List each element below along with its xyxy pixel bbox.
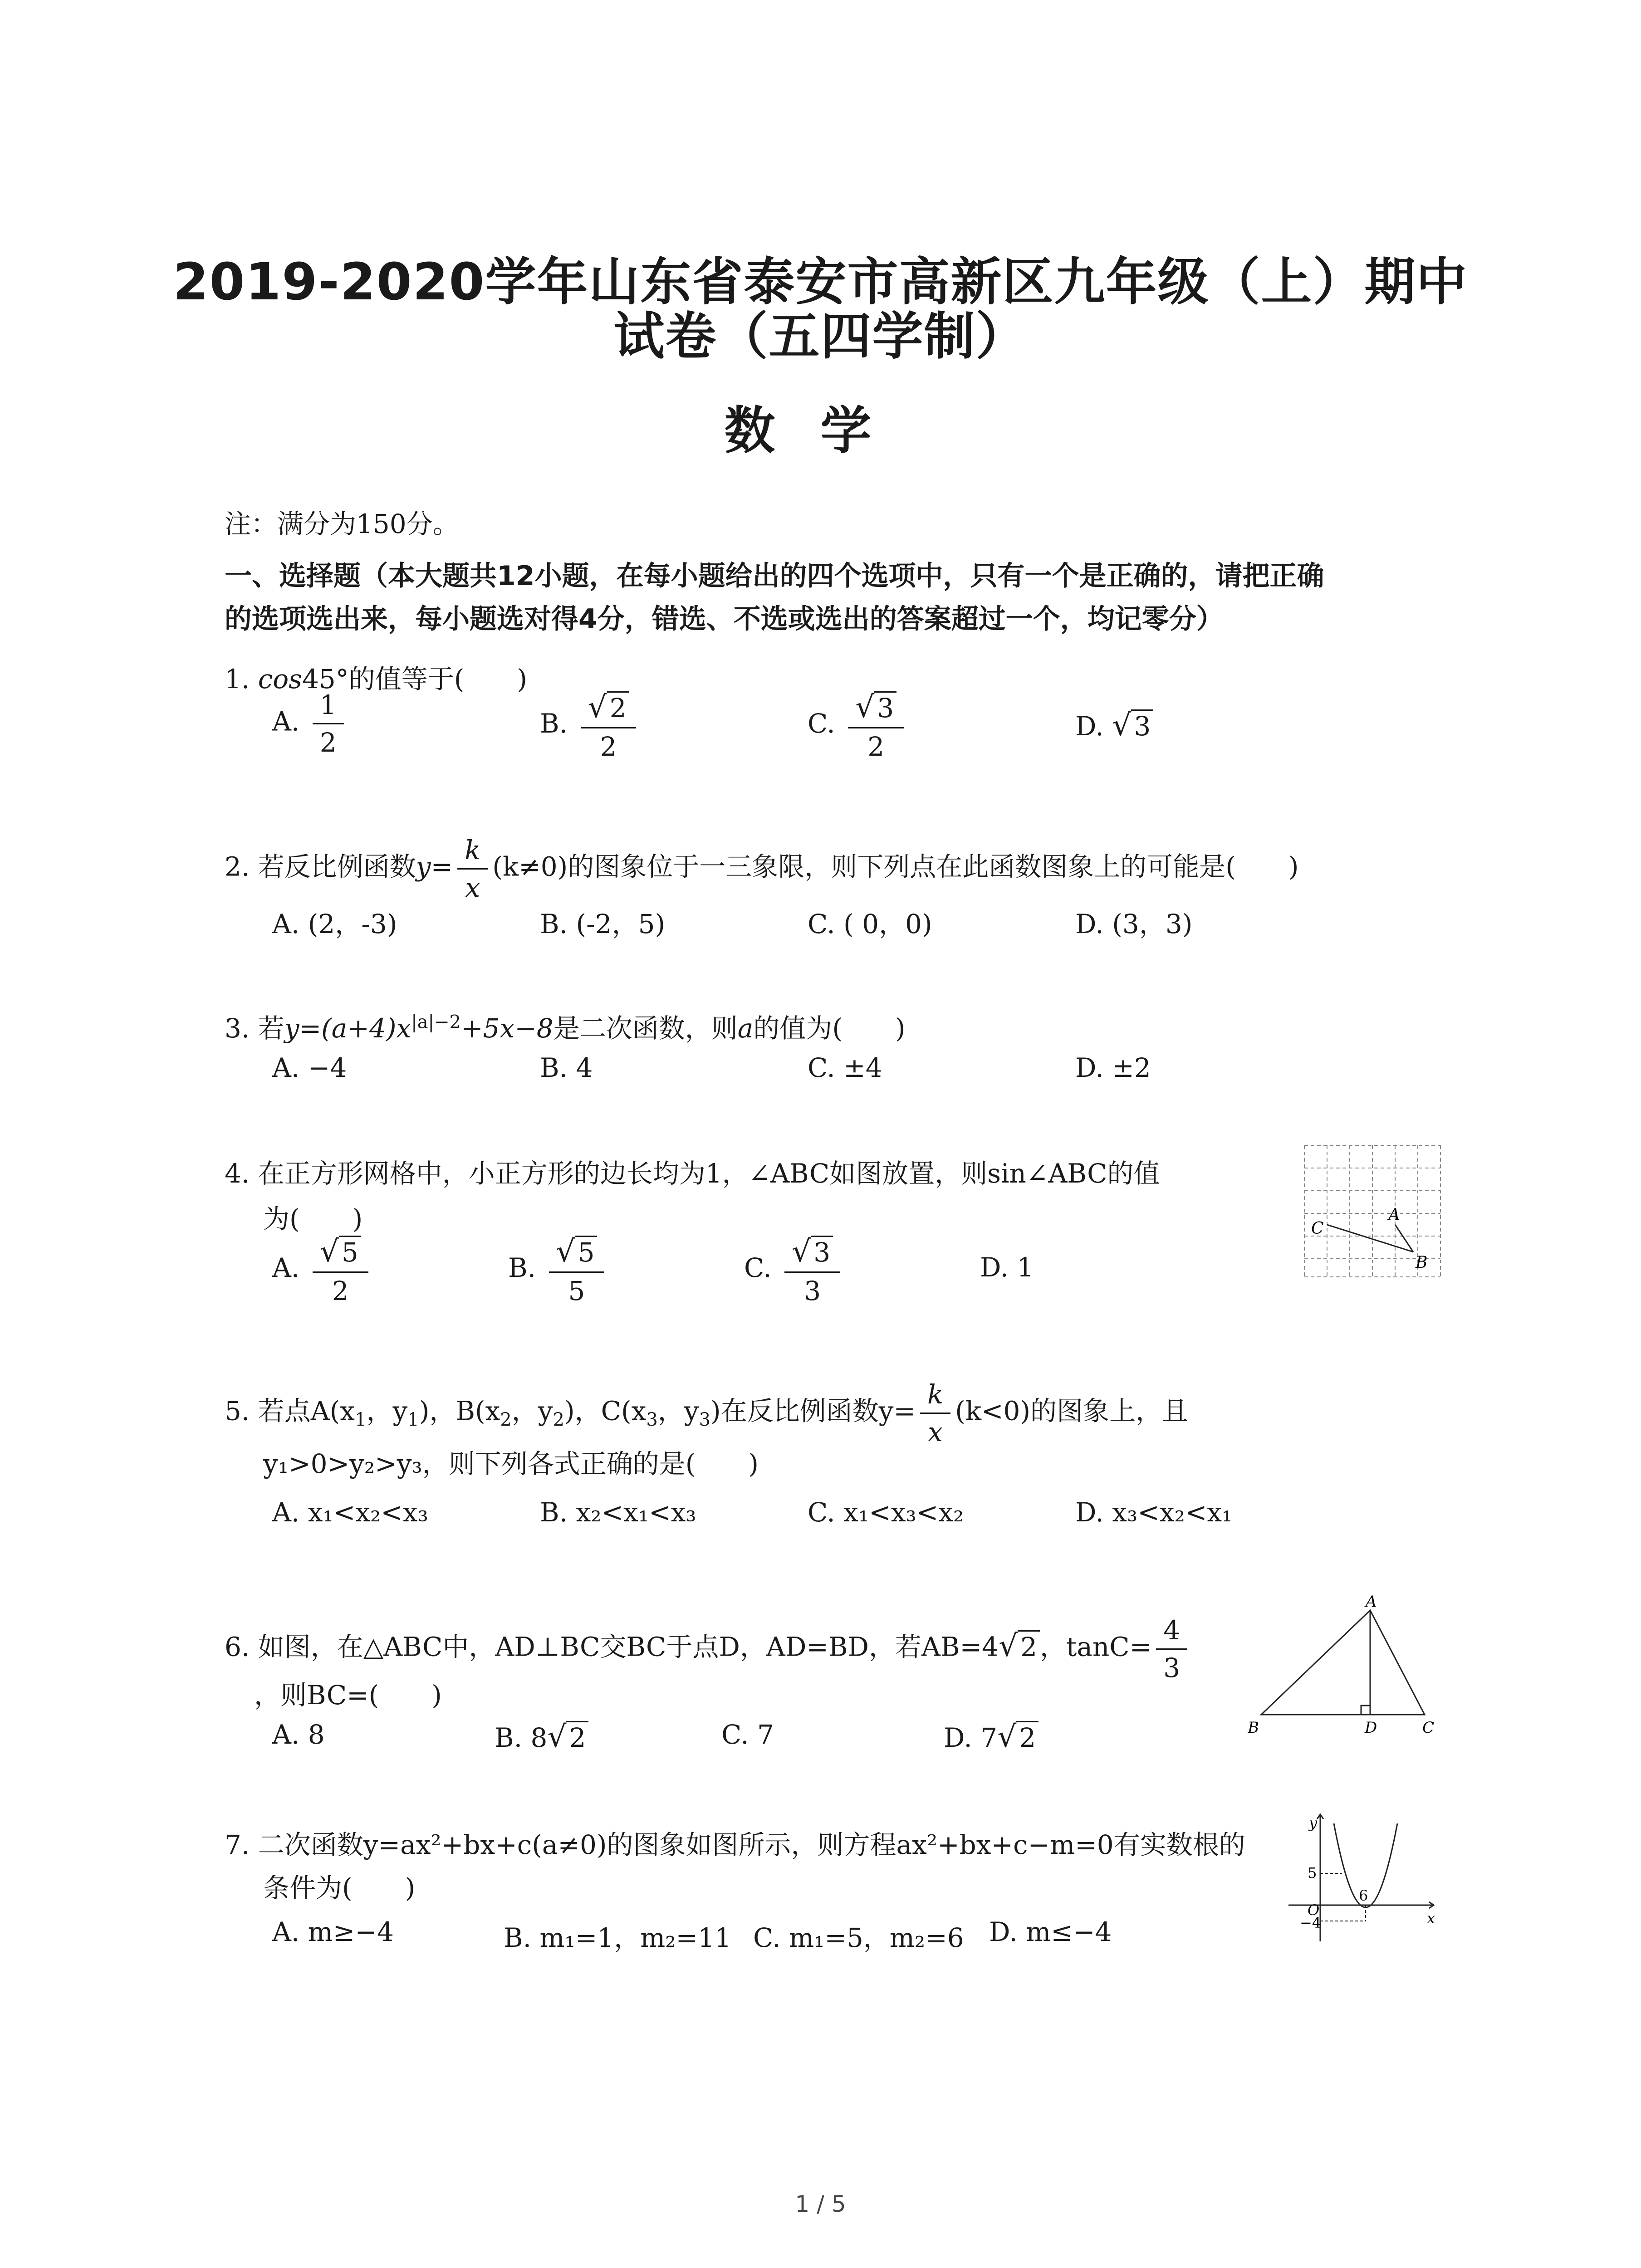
question-5: 5. 若点$A(x_1$，$y_1$)，$B(x_2$，$y_2$)，$C(x_3$，$y_3$)在反比例函数y= $\frac{k}{x}$ (k<0)的图象上，且 [225,1379,1189,1447]
question-4-line2: 为( ) [263,1203,363,1234]
q3-option-d[interactable]: D. ±2 [1075,1052,1151,1083]
q1-option-c[interactable]: C. $\frac{√ 3}{2}$ [808,689,908,762]
question-6-line2: ，则BC=( ) [254,1680,442,1711]
q6-triangle-figure [1248,1592,1438,1742]
fraction: $\frac{k}{x}$ [920,1379,950,1447]
fraction: $\frac{1}{2}$ [313,689,344,758]
label-y: y [1309,1814,1318,1832]
triangle-abc [1261,1610,1425,1715]
fraction: $\frac{√ 3}{2}$ [848,689,904,762]
question-3: 3. 若$y=(a+4)x^{|a|-2}+5x-8$是二次函数，则a的值为( ) [225,1012,906,1044]
label-a: A [1366,1593,1377,1611]
q5-option-b[interactable]: B. x₂<x₁<x₃ [540,1497,696,1528]
q4-option-b[interactable]: B. $\frac{√ 5}{5}$ [508,1234,609,1306]
q2-option-d[interactable]: D. (3，3) [1075,909,1193,939]
subject-heading: 数学 [724,401,917,460]
segment-cb [1327,1225,1413,1252]
right-angle-mark [1361,1706,1370,1715]
q2-option-b[interactable]: B. (-2，5) [540,909,666,939]
question-text: 的值等于( ) [348,664,528,694]
q1-option-d[interactable]: D. √ 3 [1075,708,1153,743]
q5-option-a[interactable]: A. x₁<x₂<x₃ [272,1497,428,1528]
q7-option-b[interactable]: B. m₁=1，m₂=11 [504,1922,731,1953]
page-number: 1 / 5 [795,2191,846,2217]
label-neg4: −4 [1300,1914,1322,1931]
q5-option-c[interactable]: C. x₁<x₃<x₂ [808,1497,964,1528]
angle: 45° [302,664,349,694]
label-d: D [1365,1719,1377,1737]
section-instructions-line2: 的选项选出来，每小题选对得4分，错选、不选或选出的答案超过一个，均记零分） [225,603,1224,635]
label-c: C [1422,1719,1435,1737]
q7-parabola-figure [1284,1810,1438,1946]
q6-option-a[interactable]: A. 8 [272,1719,325,1750]
exam-title-line1: 2019-2020学年山东省泰安市高新区九年级（上）期中 [173,253,1468,312]
exam-title-line2: 试卷（五四学制） [613,307,1028,366]
q4-option-c[interactable]: C. $\frac{√ 3}{3}$ [744,1234,845,1306]
fraction: $\frac{√ 3}{3}$ [784,1234,840,1306]
question-6: 6. 如图，在△ABC中，AD⊥BC交BC于点D，AD=BD，若AB=4√ 2 ，tanC= $\frac{4}{3}$ [225,1615,1192,1683]
q2-option-a[interactable]: A. (2，-3) [272,909,397,939]
q6-option-d[interactable]: D. 7√ 2 [944,1719,1038,1754]
section-instructions-line1: 一、选择题（本大题共12小题，在每小题给出的四个选项中，只有一个是正确的，请把正确 [225,560,1324,592]
fraction: $\frac{√ 5}{5}$ [549,1234,605,1306]
q7-option-a[interactable]: A. m≥−4 [272,1916,394,1947]
q4-option-d[interactable]: D. 1 [980,1252,1034,1283]
score-note: 注：满分为150分。 [225,508,459,539]
q1-option-b[interactable]: B. $\frac{√ 2}{2}$ [540,689,641,762]
question-2: 2. 若反比例函数y= $\frac{k}{x}$ (k≠0)的图象位于一三象限，则下列点在此函数图象上的可能是( ) [225,835,1299,903]
label-c: C [1311,1219,1324,1238]
fraction: $\frac{√ 2}{2}$ [581,689,637,762]
question-5-line2: y₁>0>y₂>y₃，则下列各式正确的是( ) [263,1448,759,1479]
q1-option-a[interactable]: A. $\frac{1}{2}$ [272,689,348,758]
label-b: B [1248,1719,1259,1737]
question-number: 1. [225,664,250,694]
q5-option-d[interactable]: D. x₃<x₂<x₁ [1075,1497,1233,1528]
q3-option-a[interactable]: A. −4 [272,1052,347,1083]
cos-func: cos [258,664,302,694]
label-b: B [1416,1253,1428,1272]
q4-option-a[interactable]: A. $\frac{√ 5}{2}$ [272,1234,373,1306]
label-a: A [1388,1206,1400,1224]
q3-option-b[interactable]: B. 4 [540,1052,593,1083]
question-7-line2: 条件为( ) [263,1872,416,1903]
q2-option-c[interactable]: C. ( 0，0) [808,909,932,939]
question-7: 7. 二次函数y=ax²+bx+c(a≠0)的图象如图所示，则方程ax²+bx+c−m=0有实数根的 [225,1829,1245,1860]
label-6: 6 [1359,1887,1368,1904]
fraction: $\frac{√ 5}{2}$ [313,1234,368,1306]
fraction: $\frac{k}{x}$ [457,835,488,903]
q4-grid-figure [1302,1143,1443,1279]
label-x: x [1427,1910,1435,1927]
q6-option-b[interactable]: B. 8√ 2 [495,1719,588,1754]
q6-option-c[interactable]: C. 7 [721,1719,774,1750]
q3-option-c[interactable]: C. ±4 [808,1052,882,1083]
question-1 [225,658,527,696]
q7-option-d[interactable]: D. m≤−4 [989,1916,1112,1947]
label-5: 5 [1308,1864,1317,1882]
q7-option-c[interactable]: C. m₁=5，m₂=6 [753,1922,964,1953]
segment-ab [1395,1225,1413,1252]
fraction: $\frac{4}{3}$ [1156,1615,1187,1683]
label-origin: O [1308,1901,1320,1919]
question-4: 4. 在正方形网格中，小正方形的边长均为1，∠ABC如图放置，则sin∠ABC的值 [225,1158,1160,1189]
